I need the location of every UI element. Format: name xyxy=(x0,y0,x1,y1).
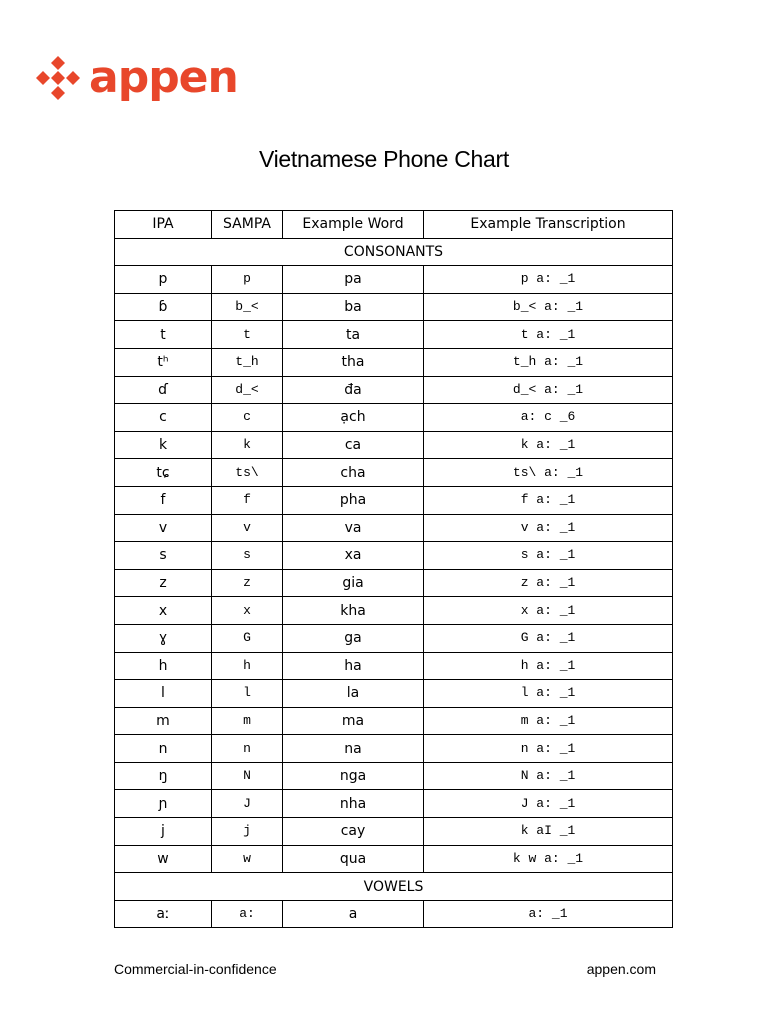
example-word-cell: cha xyxy=(283,459,424,487)
table-row xyxy=(115,707,673,735)
page-title: Vietnamese Phone Chart xyxy=(259,146,509,172)
ipa-cell: m xyxy=(115,707,212,735)
ipa-cell: c xyxy=(115,404,212,432)
transcription-cell: d_< a: _1 xyxy=(424,376,673,404)
ipa-cell: h xyxy=(115,652,212,680)
header-example-transcription: Example Transcription xyxy=(424,211,673,239)
example-word-cell: qua xyxy=(283,845,424,873)
ipa-cell: aː xyxy=(115,900,212,928)
sampa-cell: J xyxy=(212,790,283,818)
example-word-cell: tha xyxy=(283,348,424,376)
ipa-cell: tʰ xyxy=(115,348,212,376)
header-example-word: Example Word xyxy=(283,211,424,239)
ipa-cell: ɓ xyxy=(115,293,212,321)
table-row xyxy=(115,542,673,570)
example-word-cell: ha xyxy=(283,652,424,680)
transcription-cell: l a: _1 xyxy=(424,680,673,708)
example-word-cell: nha xyxy=(283,790,424,818)
sampa-cell: l xyxy=(212,680,283,708)
table-row xyxy=(115,680,673,708)
ipa-cell: tɕ xyxy=(115,459,212,487)
example-word-cell: ạch xyxy=(283,404,424,432)
ipa-cell: k xyxy=(115,431,212,459)
example-word-cell: va xyxy=(283,514,424,542)
brand-name: appen xyxy=(89,52,238,103)
sampa-cell: p xyxy=(212,266,283,294)
ipa-cell: ɣ xyxy=(115,624,212,652)
transcription-cell: t_h a: _1 xyxy=(424,348,673,376)
table-row xyxy=(115,624,673,652)
table-row xyxy=(115,569,673,597)
ipa-cell: ŋ xyxy=(115,762,212,790)
table-row xyxy=(115,818,673,846)
consonants-section-header xyxy=(115,238,673,266)
phone-chart-body xyxy=(115,238,673,928)
example-word-cell: ma xyxy=(283,707,424,735)
ipa-cell: x xyxy=(115,597,212,625)
transcription-cell: p a: _1 xyxy=(424,266,673,294)
transcription-cell: k a: _1 xyxy=(424,431,673,459)
sampa-cell: t xyxy=(212,321,283,349)
transcription-cell: v a: _1 xyxy=(424,514,673,542)
table-row xyxy=(115,376,673,404)
table-row xyxy=(115,652,673,680)
transcription-cell: J a: _1 xyxy=(424,790,673,818)
transcription-cell: f a: _1 xyxy=(424,486,673,514)
vowels-section-header-label: VOWELS xyxy=(115,873,673,901)
footer-website: appen.com xyxy=(586,961,656,977)
vowels-section-header xyxy=(115,873,673,901)
sampa-cell: k xyxy=(212,431,283,459)
transcription-cell: a: c _6 xyxy=(424,404,673,432)
header-ipa: IPA xyxy=(115,211,212,239)
table-row xyxy=(115,459,673,487)
transcription-cell: t a: _1 xyxy=(424,321,673,349)
sampa-cell: b_< xyxy=(212,293,283,321)
transcription-cell: ts\ a: _1 xyxy=(424,459,673,487)
sampa-cell: N xyxy=(212,762,283,790)
transcription-cell: k aI _1 xyxy=(424,818,673,846)
table-row xyxy=(115,293,673,321)
table-row xyxy=(115,597,673,625)
transcription-cell: n a: _1 xyxy=(424,735,673,763)
ipa-cell: ɗ xyxy=(115,376,212,404)
transcription-cell: b_< a: _1 xyxy=(424,293,673,321)
sampa-cell: v xyxy=(212,514,283,542)
table-row xyxy=(115,266,673,294)
example-word-cell: ta xyxy=(283,321,424,349)
appen-logo xyxy=(34,54,238,102)
ipa-cell: t xyxy=(115,321,212,349)
transcription-cell: m a: _1 xyxy=(424,707,673,735)
sampa-cell: G xyxy=(212,624,283,652)
table-row xyxy=(115,514,673,542)
ipa-cell: v xyxy=(115,514,212,542)
ipa-cell: ɲ xyxy=(115,790,212,818)
table-row xyxy=(115,321,673,349)
transcription-cell: x a: _1 xyxy=(424,597,673,625)
table-row xyxy=(115,431,673,459)
transcription-cell: N a: _1 xyxy=(424,762,673,790)
sampa-cell: ts\ xyxy=(212,459,283,487)
sampa-cell: d_< xyxy=(212,376,283,404)
table-row xyxy=(115,790,673,818)
transcription-cell: G a: _1 xyxy=(424,624,673,652)
sampa-cell: t_h xyxy=(212,348,283,376)
ipa-cell: j xyxy=(115,818,212,846)
example-word-cell: la xyxy=(283,680,424,708)
example-word-cell: xa xyxy=(283,542,424,570)
ipa-cell: w xyxy=(115,845,212,873)
example-word-cell: ca xyxy=(283,431,424,459)
sampa-cell: j xyxy=(212,818,283,846)
consonants-section-header-label: CONSONANTS xyxy=(115,238,673,266)
header-sampa: SAMPA xyxy=(212,211,283,239)
transcription-cell: k w a: _1 xyxy=(424,845,673,873)
transcription-cell: h a: _1 xyxy=(424,652,673,680)
ipa-cell: l xyxy=(115,680,212,708)
example-word-cell: kha xyxy=(283,597,424,625)
example-word-cell: ga xyxy=(283,624,424,652)
example-word-cell: gia xyxy=(283,569,424,597)
phone-chart-table xyxy=(114,210,673,928)
example-word-cell: cay xyxy=(283,818,424,846)
sampa-cell: c xyxy=(212,404,283,432)
transcription-cell: s a: _1 xyxy=(424,542,673,570)
table-row xyxy=(115,404,673,432)
example-word-cell: na xyxy=(283,735,424,763)
table-row xyxy=(115,735,673,763)
example-word-cell: pha xyxy=(283,486,424,514)
sampa-cell: z xyxy=(212,569,283,597)
sampa-cell: s xyxy=(212,542,283,570)
example-word-cell: a xyxy=(283,900,424,928)
transcription-cell: a: _1 xyxy=(424,900,673,928)
ipa-cell: z xyxy=(115,569,212,597)
example-word-cell: pa xyxy=(283,266,424,294)
sampa-cell: m xyxy=(212,707,283,735)
table-row xyxy=(115,762,673,790)
ipa-cell: p xyxy=(115,266,212,294)
sampa-cell: x xyxy=(212,597,283,625)
sampa-cell: n xyxy=(212,735,283,763)
appen-diamond-icon xyxy=(34,54,82,102)
footer-confidentiality: Commercial-in-confidence xyxy=(114,961,277,977)
ipa-cell: n xyxy=(115,735,212,763)
example-word-cell: đa xyxy=(283,376,424,404)
example-word-cell: nga xyxy=(283,762,424,790)
table-row xyxy=(115,900,673,928)
table-row xyxy=(115,486,673,514)
ipa-cell: f xyxy=(115,486,212,514)
table-row xyxy=(115,348,673,376)
example-word-cell: ba xyxy=(283,293,424,321)
ipa-cell: s xyxy=(115,542,212,570)
sampa-cell: f xyxy=(212,486,283,514)
sampa-cell: a: xyxy=(212,900,283,928)
table-header-row xyxy=(115,211,673,239)
table-row xyxy=(115,845,673,873)
sampa-cell: w xyxy=(212,845,283,873)
sampa-cell: h xyxy=(212,652,283,680)
transcription-cell: z a: _1 xyxy=(424,569,673,597)
